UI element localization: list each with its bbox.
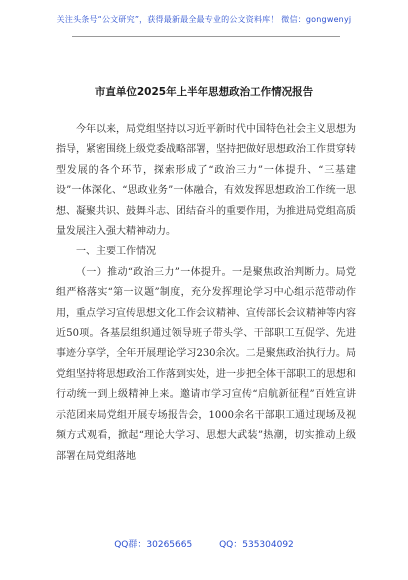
section-paragraph: （一）推动“政治三力”一体提升。一是聚焦政治判断力。局党组严格落实“第一议题”制度，充分发挥理论学习中心组示范带动作用，重点学习宣传思想文化工作会议精神、宣传部长会议精神等内容近50项。各基层组织通过领导班子带头学、干部职工互促学、先进事迹分享学，全年开展理论学习230余次。二是聚焦政治执行力。局党组坚持将思想政治工作落到实处，进一步把全体干部职工的思想和行动统一到上级精神上来。邀请市学习宣传“启航新征程”百姓宣讲示范团来局党组开展专场报告会，1000余名干部职工通过现场及视频方式观看，掀起“理论大学习、思想大武装”热潮，切实推动上级部署在局党组落地 [56,266,356,462]
header-notice: 关注头条号“公文研究”，获得最新最全最专业的公文资料库！ 微信：gongwenyj [56,15,352,24]
document-body [56,120,356,467]
footer-contact [0,537,408,550]
document-title: 市直单位2025年上半年思想政治工作情况报告 [94,86,314,98]
header-divider [72,36,340,37]
section-heading: 一、主要工作情况 [76,246,156,258]
footer-qq: QQ：535304092 [219,540,294,550]
intro-paragraph: 今年以来，局党组坚持以习近平新时代中国特色社会主义思想为指导，紧密围绕上级党委战略部署，坚持把做好思想政治工作贯穿转型发展的各个环节，探索形成了“政治三力”一体提升、“三基建设”一体深化、“思政业务”一体融合，有效发挥思想政治工作统一思想、凝聚共识、鼓舞斗志、团结奋斗的重要作用，为推进局党组高质量发展注入强大精神动力。 [56,124,356,238]
footer-qq-group: QQ群：30265665 [114,540,193,550]
